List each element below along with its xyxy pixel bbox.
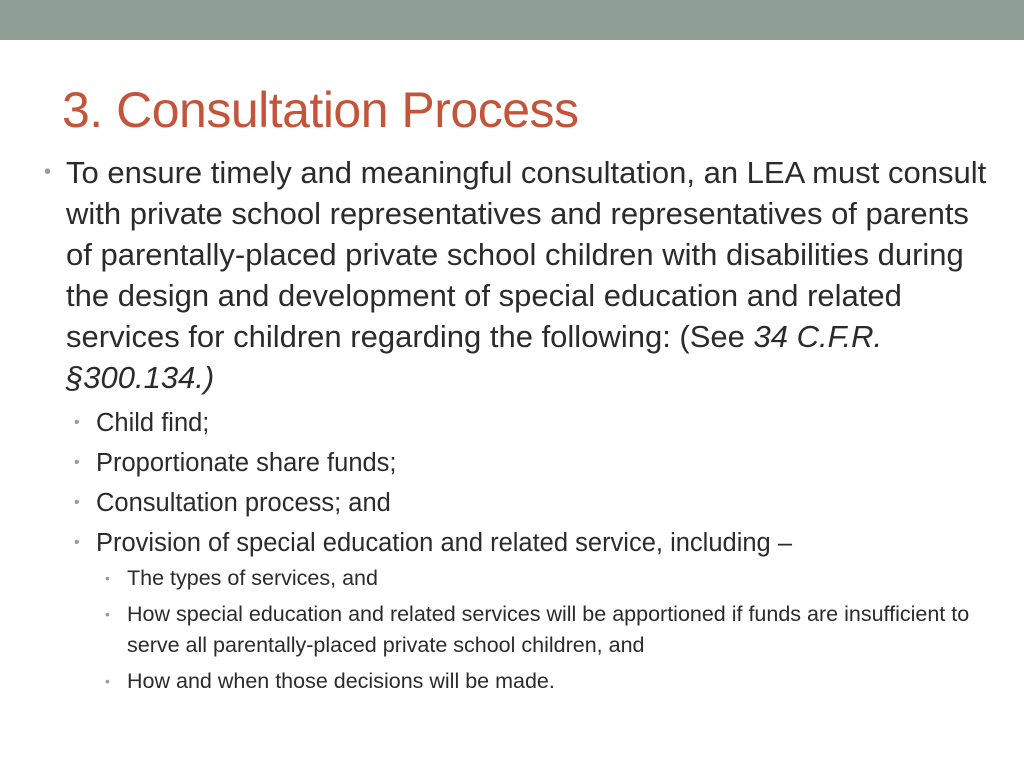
sub-sub-item-text: The types of services, and	[127, 566, 378, 590]
sub-item-text: Child find;	[96, 409, 210, 437]
slide-body	[0, 152, 1024, 697]
sub-sub-item-text: How special education and related services will be apportioned if funds are insufficient to serve all parentally-placed private school children, and	[127, 602, 970, 657]
bullet-icon: •	[74, 454, 80, 471]
bullet-icon: •	[44, 161, 52, 183]
bullet-icon: •	[74, 414, 80, 431]
intro-citation: 34 C.F.R. §300.134.)	[66, 319, 883, 395]
header-bar	[0, 0, 1024, 40]
slide-title: 3. Consultation Process	[62, 82, 579, 138]
sub-sub-item-text: How and when those decisions will be made.	[127, 669, 555, 693]
bullet-icon: •	[74, 494, 80, 511]
bullet-item-intro	[0, 152, 1024, 398]
bullet-icon: •	[74, 534, 80, 551]
sub-item-child-find	[0, 408, 1024, 438]
sub-item-text: Proportionate share funds;	[96, 449, 397, 477]
bullet-icon: •	[105, 606, 110, 622]
sub-item-text: Consultation process; and	[96, 489, 391, 517]
intro-text: To ensure timely and meaningful consultation, an LEA must consult with private school representatives and representatives of parents of parentally-placed private school children with disabilities during the design and development of special education and related services for children regarding the following: (See	[66, 155, 987, 354]
sub-item-provision	[0, 528, 1024, 558]
sub-item-proportionate-share	[0, 448, 1024, 478]
sub-item-consultation-process	[0, 488, 1024, 518]
sub-sub-item-apportioned	[0, 599, 1024, 661]
sub-sub-item-types	[0, 563, 1024, 594]
sub-sub-item-decisions	[0, 666, 1024, 697]
bullet-icon: •	[105, 570, 110, 586]
sub-item-text: Provision of special education and related service, including –	[96, 529, 792, 557]
bullet-icon: •	[105, 673, 110, 689]
